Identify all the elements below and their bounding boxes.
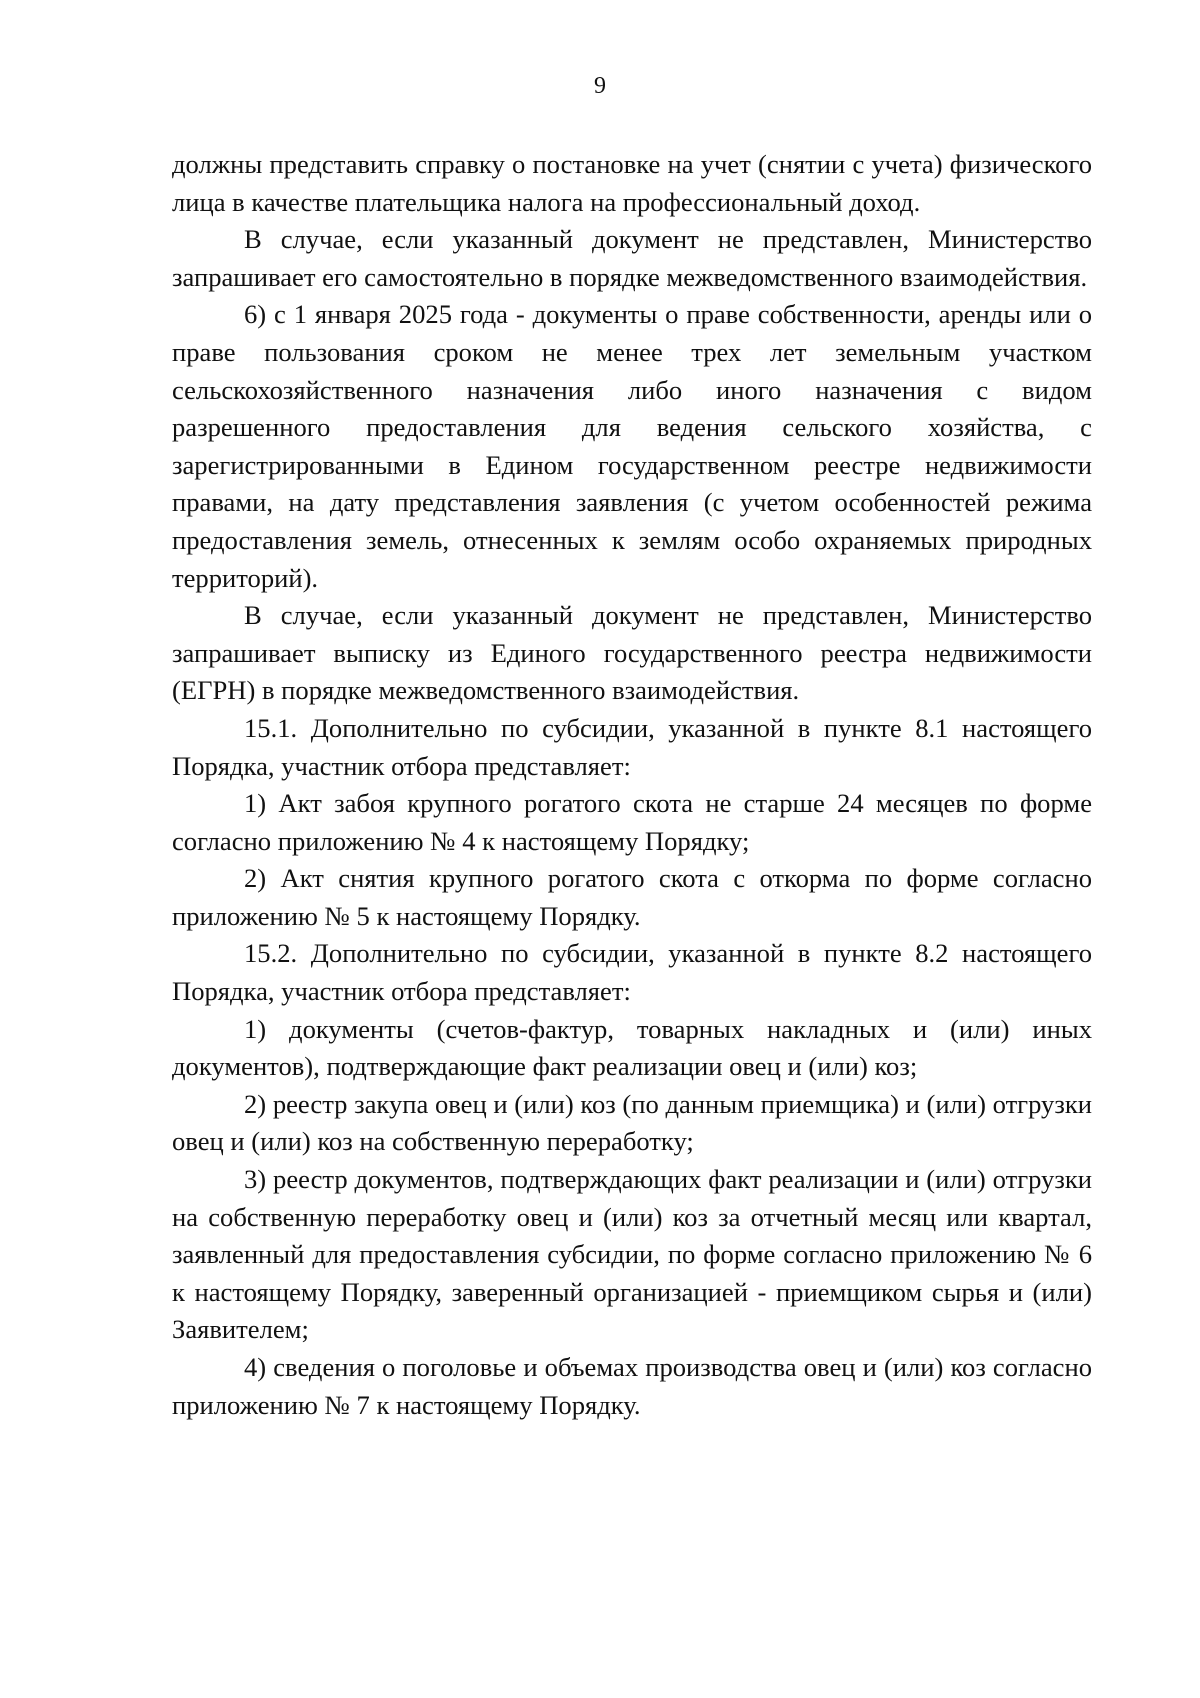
page-number: 9 xyxy=(594,73,606,99)
paragraph-15-2-header: 15.2. Дополнительно по субсидии, указанной в пункте 8.2 настоящего Порядка, участник отбора представляет: xyxy=(172,938,1092,1007)
paragraph-continuation: должны представить справку о постановке на учет (снятии с учета) физического лица в качестве плательщика налога на профессиональный доход. xyxy=(172,149,1092,217)
paragraph-15-2-item-1: 1) документы (счетов-фактур, товарных накладных и (или) иных документов), подтверждающие факт реализации овец и (или) коз; xyxy=(172,1013,1092,1082)
paragraph-ministry-request-1: В случае, если указанный документ не представлен, Министерство запрашивает его самостоятельно в порядке межведомственного взаимодействия. xyxy=(172,224,1092,292)
paragraph-ministry-request-egrn: В случае, если указанный документ не представлен, Министерство запрашивает выписку из Единого государственного реестра недвижимости (ЕГРН) в порядке межведомственного взаимодействия. xyxy=(172,600,1092,706)
paragraph-15-1-header: 15.1. Дополнительно по субсидии, указанной в пункте 8.1 настоящего Порядка, участник отбора представляет: xyxy=(172,712,1092,781)
paragraph-15-2-item-2: 2) реестр закупа овец и (или) коз (по данным приемщика) и (или) отгрузки овец и (или) коз на собственную переработку; xyxy=(172,1088,1092,1157)
paragraph-15-2-item-4: 4) сведения о поголовье и объемах производства овец и (или) коз согласно приложению № 7 к настоящему Порядку. xyxy=(172,1352,1092,1420)
paragraph-15-1-item-1: 1) Акт забоя крупного рогатого скота не старше 24 месяцев по форме согласно приложению № 4 к настоящему Порядку; xyxy=(172,788,1092,856)
paragraph-item-6-land-documents: 6) с 1 января 2025 года - документы о праве собственности, аренды или о праве пользования сроком не менее трех лет земельным участком сельскохозяйственного назначения либо иного назначения с видом разрешенного предоставления для ведения сельского хозяйства, с зарегистрированными в Едином государственном реестре недвижимости правами, на дату представления заявления (с учетом особенностей режима предоставления земель, отнесенных к землям особо охраняемых природных территорий). xyxy=(172,299,1092,593)
paragraph-15-1-item-2: 2) Акт снятия крупного рогатого скота с откорма по форме согласно приложению № 5 к настоящему Порядку. xyxy=(172,863,1092,931)
document-body xyxy=(172,146,1092,1424)
paragraph-15-2-item-3: 3) реестр документов, подтверждающих факт реализации и (или) отгрузки на собственную переработку овец и (или) коз за отчетный месяц или квартал, заявленный для предоставления субсидии, по форме согласно приложению № 6 к настоящему Порядку, заверенный организацией - приемщиком сырья и (или) Заявителем; xyxy=(172,1164,1092,1345)
